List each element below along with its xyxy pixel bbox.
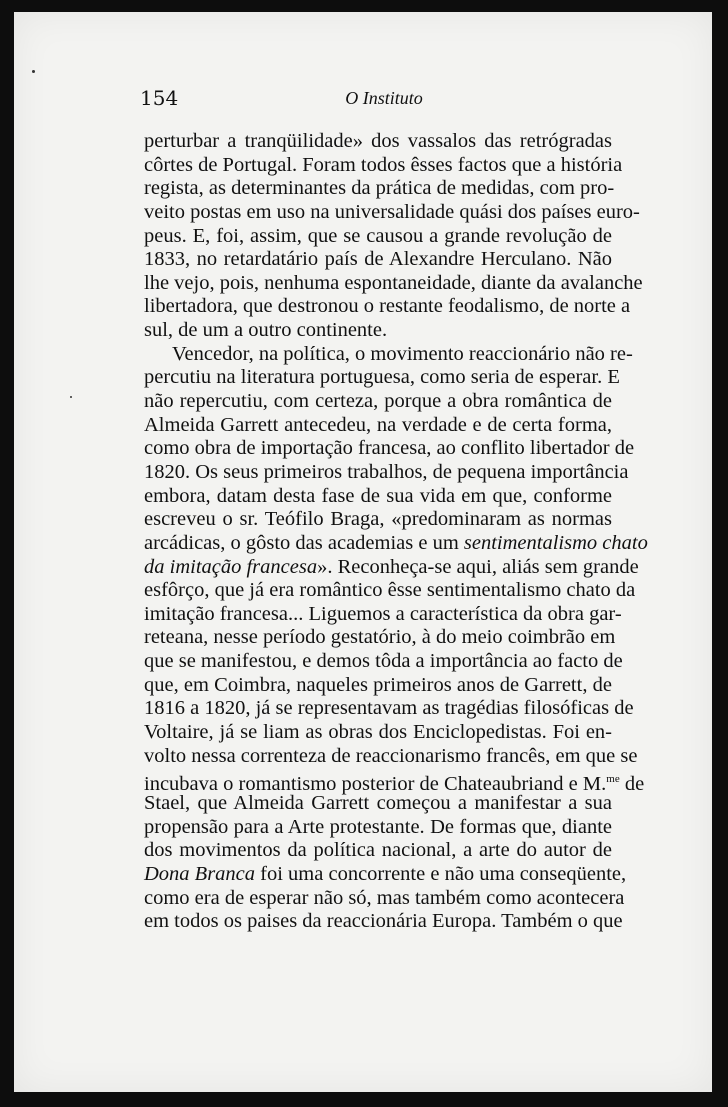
text-line: dos movimentos da política nacional, a arte do autor de — [144, 839, 612, 862]
text-fragment: foi uma concorrente e não uma conseqüente, — [255, 862, 627, 885]
text-line: perturbar a tranqüilidade» dos vassalos das retrógradas — [144, 130, 612, 152]
text-line: imitação francesa... Liguemos a característica da obra gar- — [144, 602, 622, 625]
text-line: como obra de importação francesa, ao conflito libertador de — [144, 437, 635, 460]
text-line: côrtes de Portugal. Foram todos êsses factos que a história — [144, 153, 623, 176]
text-line: reteana, nesse período gestatório, à do meio coimbrão em — [144, 626, 616, 649]
text-line: que se manifestou, e demos tôda a importância ao facto de — [144, 650, 623, 673]
text-line: volto nessa correnteza de reaccionarismo francês, em que se — [144, 744, 638, 767]
italic-text: sentimentalismo chato — [463, 531, 648, 554]
text-line: Vencedor, na política, o movimento reaccionário não re- — [172, 342, 633, 365]
superscript: me — [606, 773, 620, 786]
text-fragment: incubava o romantismo posterior de Chateaubriand e M. — [144, 773, 607, 796]
book-page — [14, 12, 712, 1092]
text-line — [144, 862, 627, 887]
text-line: escreveu o sr. Teófilo Braga, «predominaram as normas — [144, 508, 612, 531]
text-line: sul, de um a outro continente. — [144, 319, 388, 342]
text-line: esfôrço, que já era romântico êsse sentimentalismo chato da — [144, 579, 636, 602]
text-line — [144, 531, 648, 556]
stray-ink-mark — [32, 70, 35, 73]
text-line: que, em Coimbra, naqueles primeiros anos de Garrett, de — [144, 673, 612, 696]
text-fragment: arcádicas, o gôsto das academias e um — [144, 531, 459, 554]
text-line: não repercutiu, com certeza, porque a obra romântica de — [144, 390, 612, 413]
running-header — [14, 12, 712, 112]
running-title: O Instituto — [345, 88, 423, 108]
text-line: percutiu na literatura portuguesa, como seria de esperar. E — [144, 366, 620, 389]
text-line: Almeida Garrett antecedeu, na verdade e de certa forma, — [144, 413, 612, 436]
text-line: 1820. Os seus primeiros trabalhos, de pequena importância — [144, 460, 629, 483]
text-line — [144, 768, 645, 796]
text-line: peus. E, foi, assim, que se causou a grande revolução de — [144, 224, 612, 247]
text-line: propensão para a Arte protestante. De formas que, diante — [144, 815, 612, 838]
text-line: Stael, que Almeida Garrett começou a manifestar a sua — [144, 791, 612, 814]
stray-ink-mark — [70, 396, 72, 398]
text-line: embora, datam desta fase de sua vida em que, conforme — [144, 484, 612, 507]
text-line: libertadora, que destronou o restante feodalismo, de norte a — [144, 295, 631, 318]
text-line: lhe vejo, pois, nenhuma espontaneidade, diante da avalanche — [144, 271, 643, 294]
text-fragment: de — [619, 773, 645, 796]
text-line: como era de esperar não só, mas também como acontecera — [144, 886, 625, 909]
text-line: Voltaire, já se liam as obras dos Enciclopedistas. Foi en- — [144, 721, 612, 744]
italic-text: Dona Branca — [144, 862, 256, 885]
text-fragment: ». Reconheça-se aqui, aliás sem grande — [317, 555, 639, 578]
text-line: 1816 a 1820, já se representavam as tragédias filosóficas de — [144, 697, 634, 720]
text-line: regista, as determinantes da prática de medidas, com pro- — [144, 177, 615, 200]
text-line — [144, 555, 639, 580]
text-line: 1833, no retardatário país de Alexandre Herculano. Não — [144, 248, 612, 271]
body-text — [144, 130, 648, 934]
italic-text: da imitação francesa — [144, 555, 318, 578]
text-line: veito postas em uso na universalidade quási dos países euro- — [144, 200, 640, 223]
page-number: 154 — [140, 86, 179, 110]
text-line: em todos os paises da reaccionária Europa. Também o que — [144, 910, 623, 933]
